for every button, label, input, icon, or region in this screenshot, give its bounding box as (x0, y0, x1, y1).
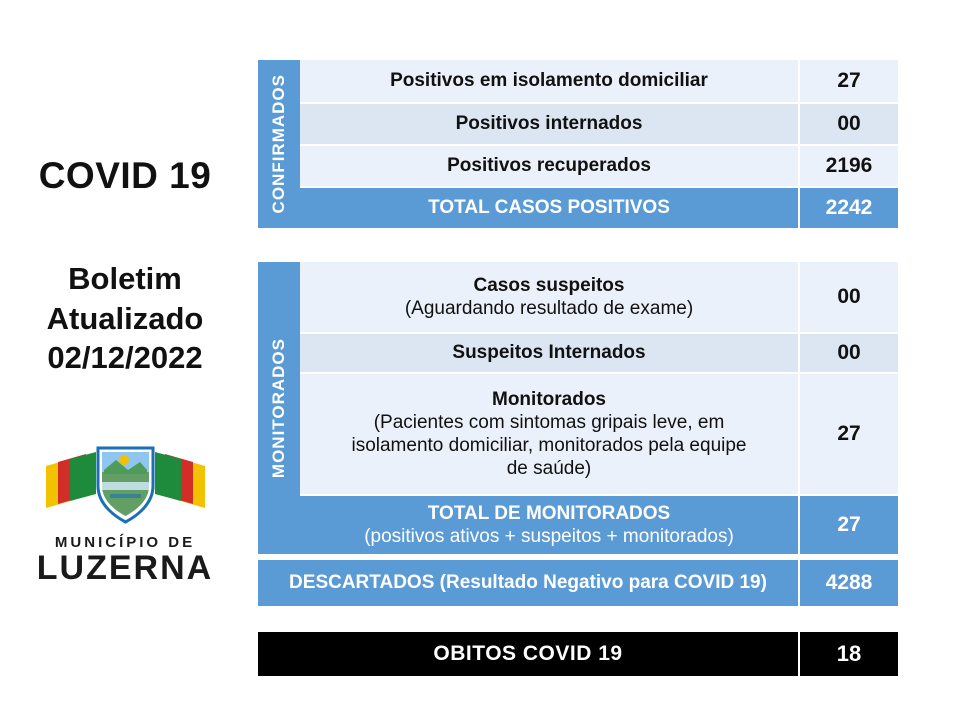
logo-text-municipio: MUNICÍPIO DE (54, 534, 196, 552)
row-label-group (300, 496, 798, 554)
table-obitos (258, 632, 898, 676)
row-sublabel: (positivos ativos + suspeitos + monitorados) (364, 526, 734, 547)
row-value: 27 (798, 374, 898, 494)
table-row (300, 332, 898, 372)
row-value: 2196 (798, 146, 898, 186)
row-label: Casos suspeitos (473, 274, 625, 296)
row-label: Positivos recuperados (447, 155, 651, 177)
coat-of-arms-icon (38, 438, 213, 528)
municipality-logo (36, 438, 214, 588)
row-value: 00 (798, 262, 898, 332)
row-sublabel: (Aguardando resultado de exame) (404, 298, 694, 319)
obitos-label: OBITOS COVID 19 (433, 642, 623, 666)
row-label-group (300, 374, 798, 494)
row-label: Positivos internados (455, 113, 643, 135)
side-label-text: MONITORADOS (269, 337, 288, 479)
bulletin-subtitle (47, 259, 204, 378)
row-label: DESCARTADOS (Resultado Negativo para COVID 19) (289, 572, 767, 594)
table-row (300, 262, 898, 332)
table-row (258, 560, 898, 606)
row-value: 00 (798, 104, 898, 144)
table-row (300, 372, 898, 494)
row-value: 4288 (798, 560, 898, 606)
row-descartados (258, 560, 898, 606)
table-confirmados-side-label (258, 60, 300, 228)
side-label-text: CONFIRMADOS (269, 74, 288, 214)
subtitle-line-3: 02/12/2022 (47, 340, 203, 376)
obitos-value: 18 (798, 632, 898, 676)
row-label: Suspeitos Internados (452, 342, 646, 364)
subtitle-line-1: Boletim (68, 261, 182, 296)
row-value: 2242 (798, 188, 898, 228)
page-title: COVID 19 (38, 155, 212, 196)
subtitle-line-2: Atualizado (46, 300, 204, 336)
table-confirmados (258, 60, 898, 228)
descartados-rows (258, 560, 898, 606)
row-sublabel: (Pacientes com sintomas gripais leve, em isolamento domiciliar, monitorados pela equipe de saúde) (351, 411, 747, 480)
row-label: Positivos em isolamento domiciliar (390, 70, 708, 92)
table-row-total (300, 494, 898, 554)
row-label: TOTAL DE MONITORADOS (427, 502, 671, 524)
table-confirmados-rows (300, 60, 898, 228)
left-column (0, 0, 250, 720)
row-value: 27 (798, 496, 898, 554)
table-row-total (300, 186, 898, 228)
table-row (300, 144, 898, 186)
table-row (300, 102, 898, 144)
table-monitorados-rows (300, 262, 898, 554)
row-value: 27 (798, 60, 898, 102)
row-label: Monitorados (492, 388, 606, 410)
table-row (300, 60, 898, 102)
row-value: 00 (798, 334, 898, 372)
row-label: TOTAL CASOS POSITIVOS (428, 197, 670, 219)
table-monitorados-side-label (258, 262, 300, 554)
logo-text-luzerna: LUZERNA (36, 549, 214, 588)
row-label-group (300, 262, 798, 332)
table-monitorados (258, 262, 898, 554)
